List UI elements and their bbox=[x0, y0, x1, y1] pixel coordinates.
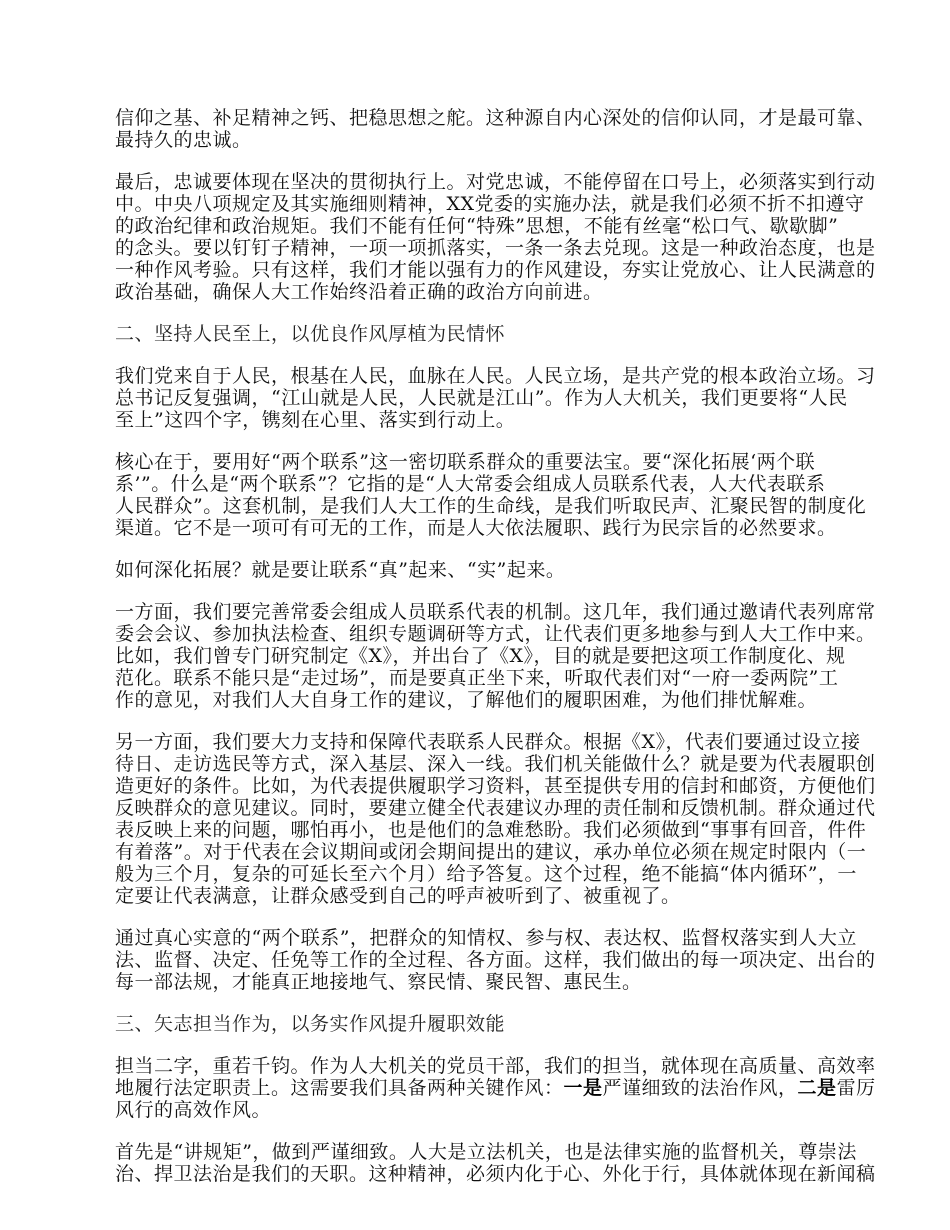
text-segment: 地履行法定职责上。这需要我们具备两种关键作风： bbox=[115, 1077, 564, 1099]
text-line: 系’”。什么是“两个联系”？它指的是“人大常委会组成人员联系代表，人大代表联系 bbox=[115, 473, 826, 495]
text-line: 二、坚持人民至上，以优良作风厚植为民情怀 bbox=[115, 323, 506, 345]
text-line: 的政治纪律和政治规矩。我们不能有任何“特殊”思想，不能有丝毫“松口气、歇歇脚” bbox=[115, 215, 839, 237]
text-line: 作的意见，对我们人大自身工作的建议，了解他们的履职困难，为他们排忧解难。 bbox=[115, 689, 818, 711]
text-line: 中。中央八项规定及其实施细则精神，XX党委的实施办法，就是我们必须不折不扣遵守 bbox=[115, 193, 865, 215]
text-line: 般为三个月，复杂的可延长至六个月）给予答复。这个过程，绝不能搞“体内循环”，一 bbox=[115, 863, 857, 885]
text-line: 委会会议、参加执法检查、组织专题调研等方式，让代表们更多地参与到人大工作中来。 bbox=[115, 623, 876, 645]
text-segment: 严谨细致的法治作风， bbox=[602, 1077, 798, 1099]
paragraph bbox=[115, 559, 845, 581]
text-line: 通过真心实意的“两个联系”，把群众的知情权、参与权、表达权、监督权落实到人大立 bbox=[115, 927, 857, 949]
paragraph bbox=[115, 451, 867, 539]
text-line: 政治基础，确保人大工作始终沿着正确的政治方向前进。 bbox=[115, 281, 603, 303]
text-line bbox=[115, 1077, 876, 1099]
text-line: 信仰之基、补足精神之钙、把稳思想之舵。这种源自内心深处的信仰认同，才是最可靠、 bbox=[115, 107, 876, 129]
text-line: 担当二字，重若千钧。作为人大机关的党员干部，我们的担当，就体现在高质量、高效率 bbox=[115, 1055, 876, 1077]
section-heading bbox=[115, 323, 845, 345]
text-line: 范化。联系不能只是“走过场”，而是要真正坐下来，听取代表们对“一府一委两院”工 bbox=[115, 667, 839, 689]
bold-text: 二是 bbox=[797, 1077, 837, 1099]
paragraph bbox=[115, 731, 876, 907]
section-heading bbox=[115, 1013, 845, 1035]
text-line: 人民群众”。这套机制，是我们人大工作的生命线，是我们听取民声、汇聚民智的制度化 bbox=[115, 495, 867, 517]
text-line: 的念头。要以钉钉子精神，一项一项抓落实，一条一条去兑现。这是一种政治态度，也是 bbox=[115, 237, 876, 259]
paragraph bbox=[115, 365, 876, 431]
text-line: 定要让代表满意，让群众感受到自己的呼声被听到了、被重视了。 bbox=[115, 885, 681, 907]
paragraph bbox=[115, 927, 876, 993]
text-line: 如何深化拓展？就是要让联系“真”起来、“实”起来。 bbox=[115, 559, 566, 581]
text-line: 三、矢志担当作为，以务实作风提升履职效能 bbox=[115, 1013, 506, 1035]
text-line: 待日、走访选民等方式，深入基层、深入一线。我们机关能做什么？就是要为代表履职创 bbox=[115, 753, 876, 775]
document-body bbox=[115, 107, 876, 1205]
text-line: 表反映上来的问题，哪怕再小，也是他们的急难愁盼。我们必须做到“事事有回音，件件 bbox=[115, 819, 867, 841]
paragraph bbox=[115, 1141, 876, 1185]
text-line: 总书记反复强调，“江山就是人民，人民就是江山”。作为人大机关，我们更要将“人民 bbox=[115, 387, 848, 409]
text-line: 另一方面，我们要大力支持和保障代表联系人民群众。根据《X》，代表们要通过设立接 bbox=[115, 731, 861, 753]
paragraph bbox=[115, 1055, 876, 1121]
text-line: 我们党来自于人民，根基在人民，血脉在人民。人民立场，是共产党的根本政治立场。习 bbox=[115, 365, 876, 387]
text-line: 最持久的忠诚。 bbox=[115, 129, 252, 151]
paragraph bbox=[115, 171, 876, 303]
text-line: 核心在于，要用好“两个联系”这一密切联系群众的重要法宝。要“深化拓展‘两个联 bbox=[115, 451, 816, 473]
text-line: 最后，忠诚要体现在坚决的贯彻执行上。对党忠诚，不能停留在口号上，必须落实到行动 bbox=[115, 171, 876, 193]
text-line: 每一部法规，才能真正地接地气、察民情、聚民智、惠民生。 bbox=[115, 971, 642, 993]
bold-text: 一是 bbox=[563, 1077, 603, 1099]
text-line: 反映群众的意见建议。同时，要建立健全代表建议办理的责任制和反馈机制。群众通过代 bbox=[115, 797, 876, 819]
text-line: 治、捍卫法治是我们的天职。这种精神，必须内化于心、外化于行，具体就体现在新闻稿 bbox=[115, 1163, 876, 1185]
text-segment: 雷厉 bbox=[836, 1077, 876, 1099]
paragraph bbox=[115, 601, 876, 711]
text-line: 有着落”。对于代表在会议期间或闭会期间提出的建议，承办单位必须在规定时限内（一 bbox=[115, 841, 867, 863]
text-line: 渠道。它不是一项可有可无的工作，而是人大依法履职、践行为民宗旨的必然要求。 bbox=[115, 517, 837, 539]
text-line: 首先是“讲规矩”，做到严谨细致。人大是立法机关，也是法律实施的监督机关，尊崇法 bbox=[115, 1141, 857, 1163]
paragraph bbox=[115, 107, 876, 151]
text-line: 比如，我们曾专门研究制定《X》，并出台了《X》，目的就是要把这项工作制度化、规 bbox=[115, 645, 846, 667]
text-line: 造更好的条件。比如，为代表提供履职学习资料，甚至提供专用的信封和邮资，方便他们 bbox=[115, 775, 876, 797]
text-line: 至上”这四个字，镌刻在心里、落实到行动上。 bbox=[115, 409, 516, 431]
text-line: 一方面，我们要完善常委会组成人员联系代表的机制。这几年，我们通过邀请代表列席常 bbox=[115, 601, 876, 623]
text-line: 风行的高效作风。 bbox=[115, 1099, 272, 1121]
text-line: 一种作风考验。只有这样，我们才能以强有力的作风建设，夯实让党放心、让人民满意的 bbox=[115, 259, 876, 281]
text-line: 法、监督、决定、任免等工作的全过程、各方面。这样，我们做出的每一项决定、出台的 bbox=[115, 949, 876, 971]
